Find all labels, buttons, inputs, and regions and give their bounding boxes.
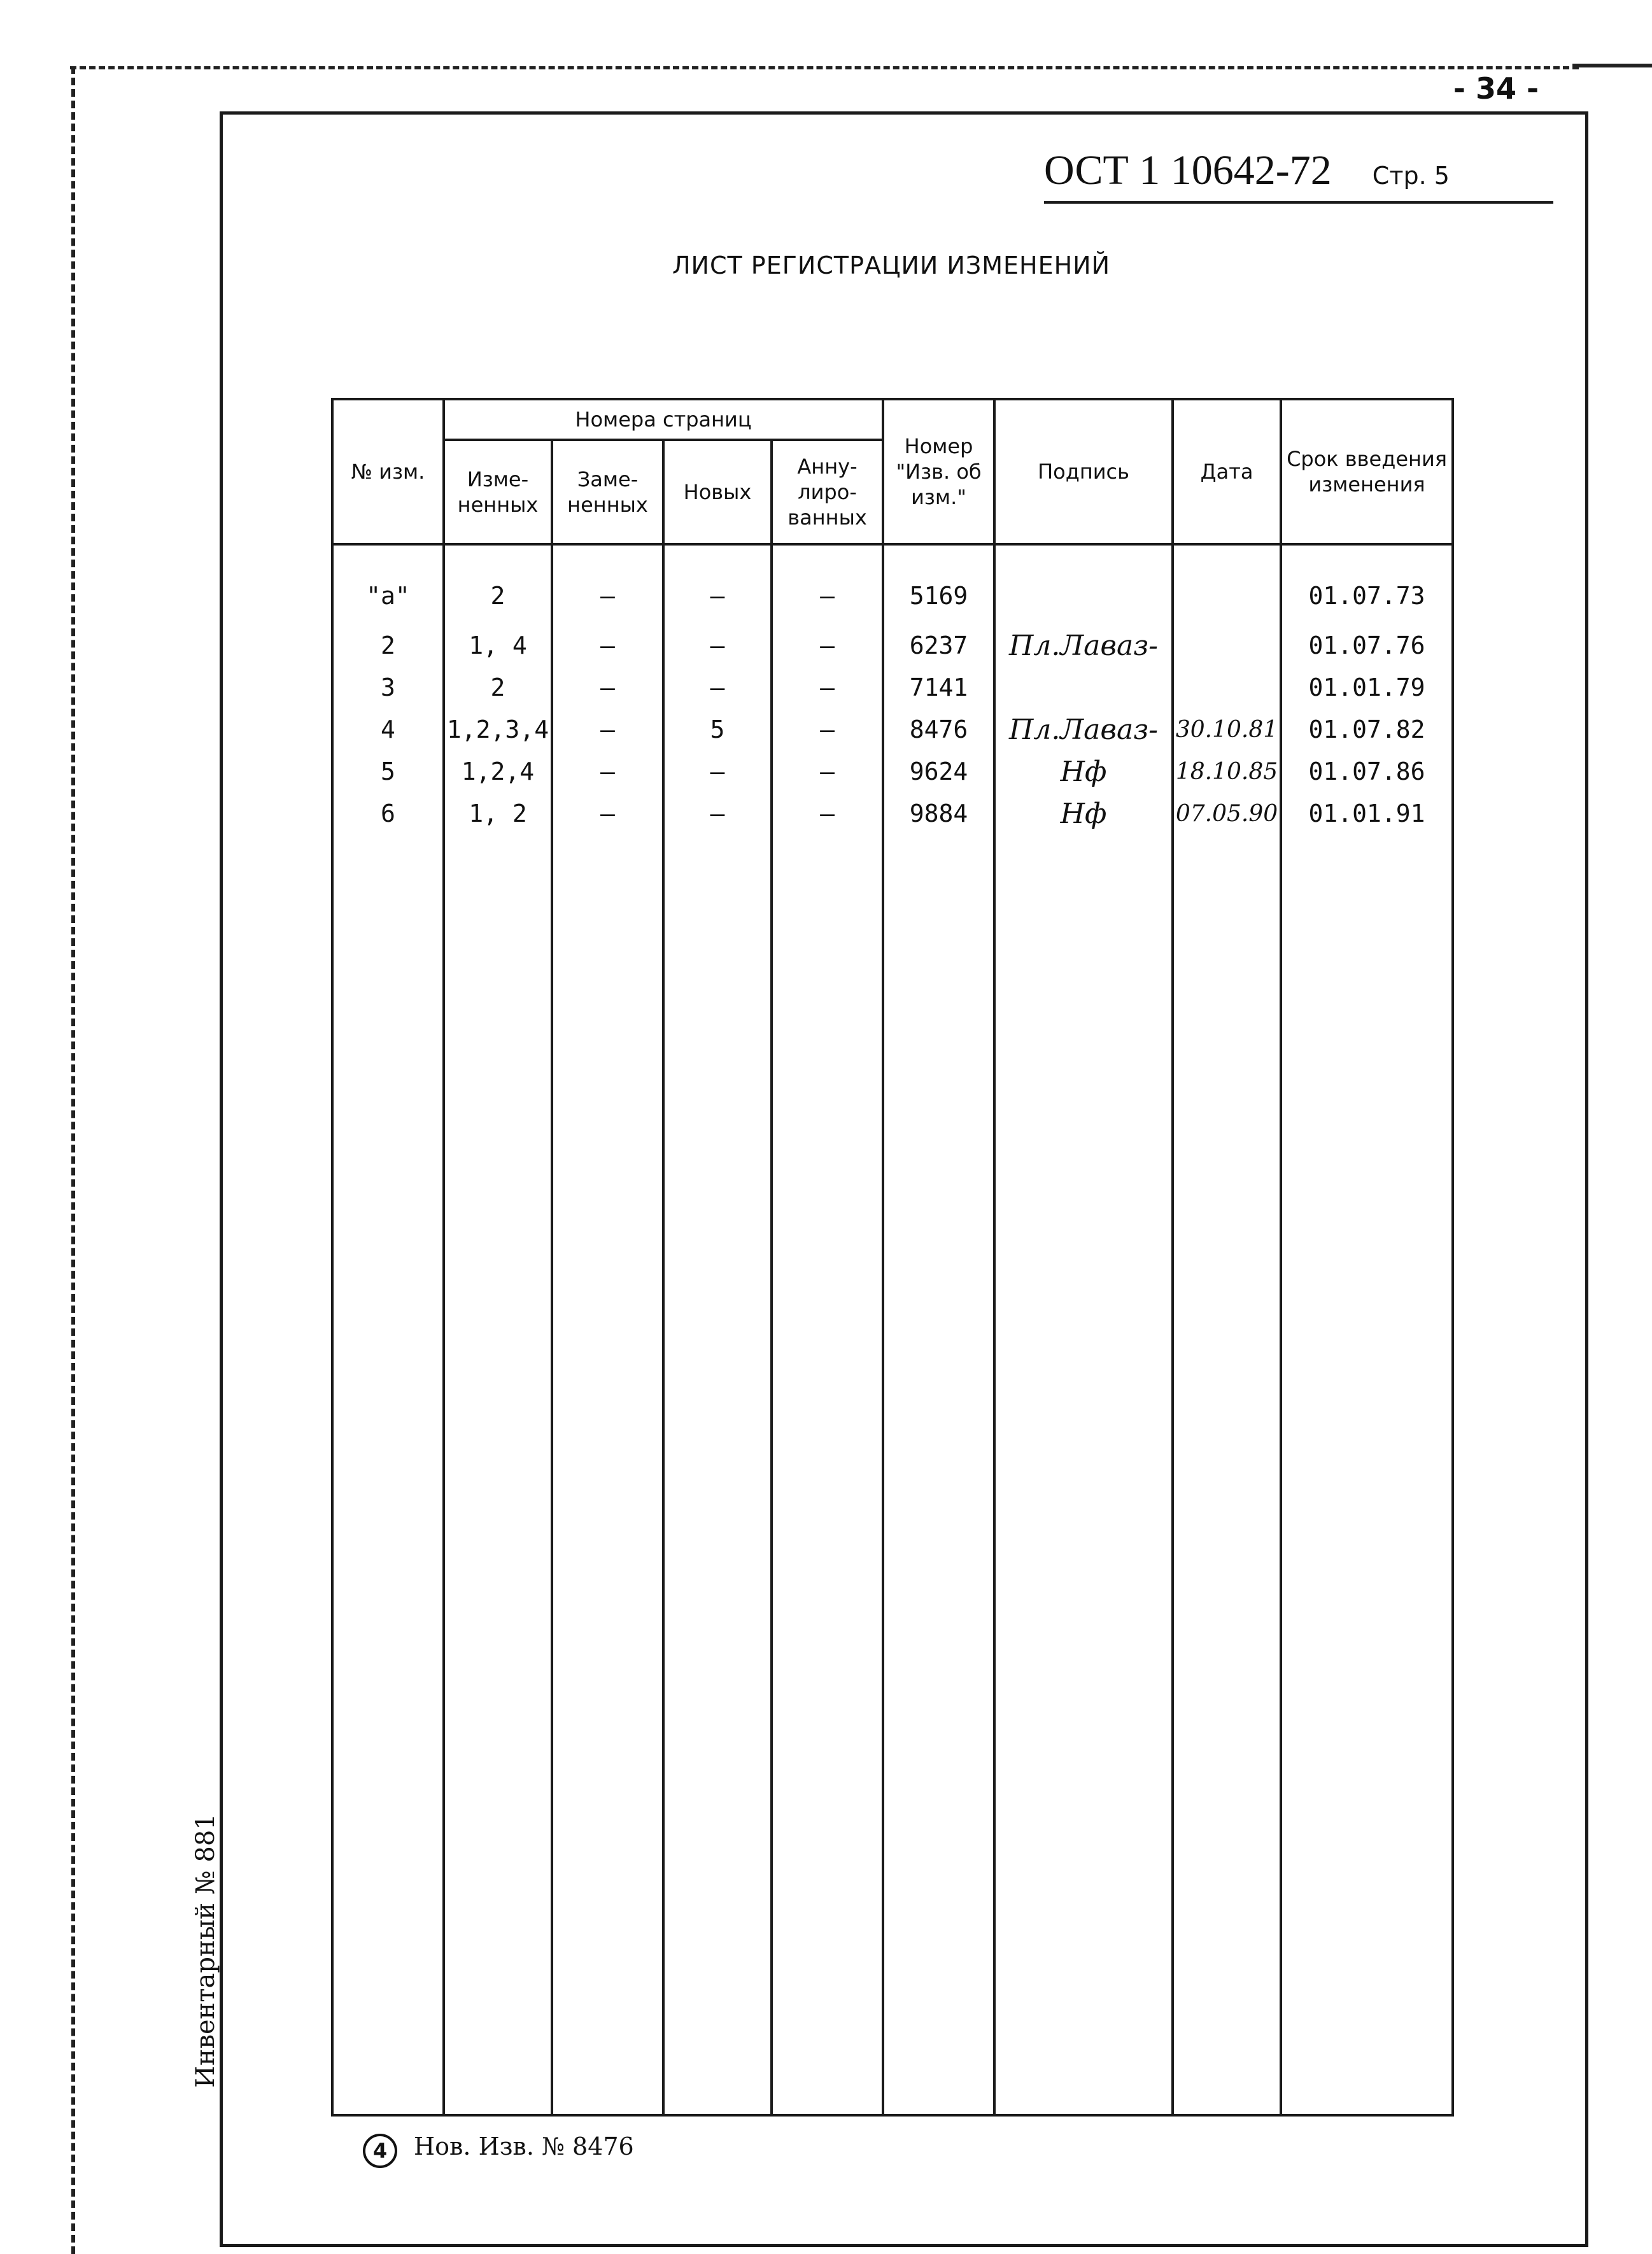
header-signature: Подпись	[994, 399, 1173, 544]
table-row	[332, 708, 1453, 750]
table-row	[332, 666, 1453, 708]
cell-signature: Нф	[994, 750, 1173, 792]
cell-changed: 2	[444, 666, 552, 708]
cell-change-no: "а"	[332, 544, 444, 624]
header-pages-group: Номера страниц	[444, 399, 883, 440]
cell-annulled: –	[772, 666, 883, 708]
cell-notice: 8476	[883, 708, 994, 750]
table-empty-area	[332, 835, 1453, 2115]
cell-deadline: 01.07.76	[1281, 624, 1453, 666]
cell-date: 07.05.90	[1173, 792, 1281, 835]
cell-annulled: –	[772, 792, 883, 835]
cell-date	[1173, 666, 1281, 708]
header-changed: Изме-ненных	[444, 440, 552, 544]
cell-replaced: –	[552, 750, 663, 792]
table-row	[332, 750, 1453, 792]
table-row	[332, 544, 1453, 624]
header-date: Дата	[1173, 399, 1281, 544]
cell-changed: 2	[444, 544, 552, 624]
table-row	[332, 792, 1453, 835]
cell-annulled: –	[772, 750, 883, 792]
standard-code: ОСТ 1 10642-72	[1044, 147, 1332, 194]
cell-signature: Нф	[994, 792, 1173, 835]
cell-changed: 1,2,3,4	[444, 708, 552, 750]
cell-new: 5	[663, 708, 772, 750]
header-change-no: № изм.	[332, 399, 444, 544]
header-notice-number: Номер "Изв. об изм."	[883, 399, 994, 544]
cell-replaced: –	[552, 544, 663, 624]
cell-notice: 9624	[883, 750, 994, 792]
cell-notice: 5169	[883, 544, 994, 624]
cell-date	[1173, 544, 1281, 624]
cell-deadline: 01.07.73	[1281, 544, 1453, 624]
cell-changed: 1,2,4	[444, 750, 552, 792]
cell-notice: 9884	[883, 792, 994, 835]
cell-deadline: 01.07.86	[1281, 750, 1453, 792]
cell-replaced: –	[552, 792, 663, 835]
cell-new: –	[663, 624, 772, 666]
standard-header	[1044, 146, 1553, 204]
cell-deadline: 01.01.91	[1281, 792, 1453, 835]
cell-change-no: 6	[332, 792, 444, 835]
cell-new: –	[663, 544, 772, 624]
cell-notice: 7141	[883, 666, 994, 708]
cell-date: 18.10.85	[1173, 750, 1281, 792]
cell-change-no: 3	[332, 666, 444, 708]
cell-signature	[994, 666, 1173, 708]
inventory-number: Инвентарный № 881	[191, 1814, 220, 2088]
page-number: - 34 -	[1453, 71, 1539, 106]
cell-change-no: 2	[332, 624, 444, 666]
table-row	[332, 624, 1453, 666]
header-new: Новых	[663, 440, 772, 544]
scan-top-edge-solid	[1572, 64, 1652, 67]
sheet-title: ЛИСТ РЕГИСТРАЦИИ ИЗМЕНЕНИЙ	[672, 251, 1111, 279]
cell-new: –	[663, 666, 772, 708]
header-replaced: Заме-ненных	[552, 440, 663, 544]
scan-left-edge	[71, 66, 75, 2254]
cell-deadline: 01.01.79	[1281, 666, 1453, 708]
cell-signature: Пл.Лаваз-	[994, 708, 1173, 750]
cell-change-no: 5	[332, 750, 444, 792]
cell-change-no: 4	[332, 708, 444, 750]
standard-page: Стр. 5	[1372, 162, 1450, 190]
cell-signature: Пл.Лаваз-	[994, 624, 1173, 666]
footer-notice: Нов. Изв. № 8476	[414, 2132, 634, 2160]
cell-new: –	[663, 750, 772, 792]
cell-replaced: –	[552, 624, 663, 666]
cell-annulled: –	[772, 544, 883, 624]
header-annulled: Анну-лиро-ванных	[772, 440, 883, 544]
cell-new: –	[663, 792, 772, 835]
cell-changed: 1, 2	[444, 792, 552, 835]
cell-notice: 6237	[883, 624, 994, 666]
cell-deadline: 01.07.82	[1281, 708, 1453, 750]
table-body	[332, 544, 1453, 2115]
cell-replaced: –	[552, 708, 663, 750]
header-deadline: Срок введения изменения	[1281, 399, 1453, 544]
scan-top-edge	[70, 66, 1579, 69]
cell-replaced: –	[552, 666, 663, 708]
cell-changed: 1, 4	[444, 624, 552, 666]
cell-annulled: –	[772, 624, 883, 666]
cell-signature	[994, 544, 1173, 624]
cell-date	[1173, 624, 1281, 666]
change-number-circle: 4	[363, 2134, 397, 2168]
change-registration-table	[331, 398, 1454, 2117]
cell-date: 30.10.81	[1173, 708, 1281, 750]
cell-annulled: –	[772, 708, 883, 750]
